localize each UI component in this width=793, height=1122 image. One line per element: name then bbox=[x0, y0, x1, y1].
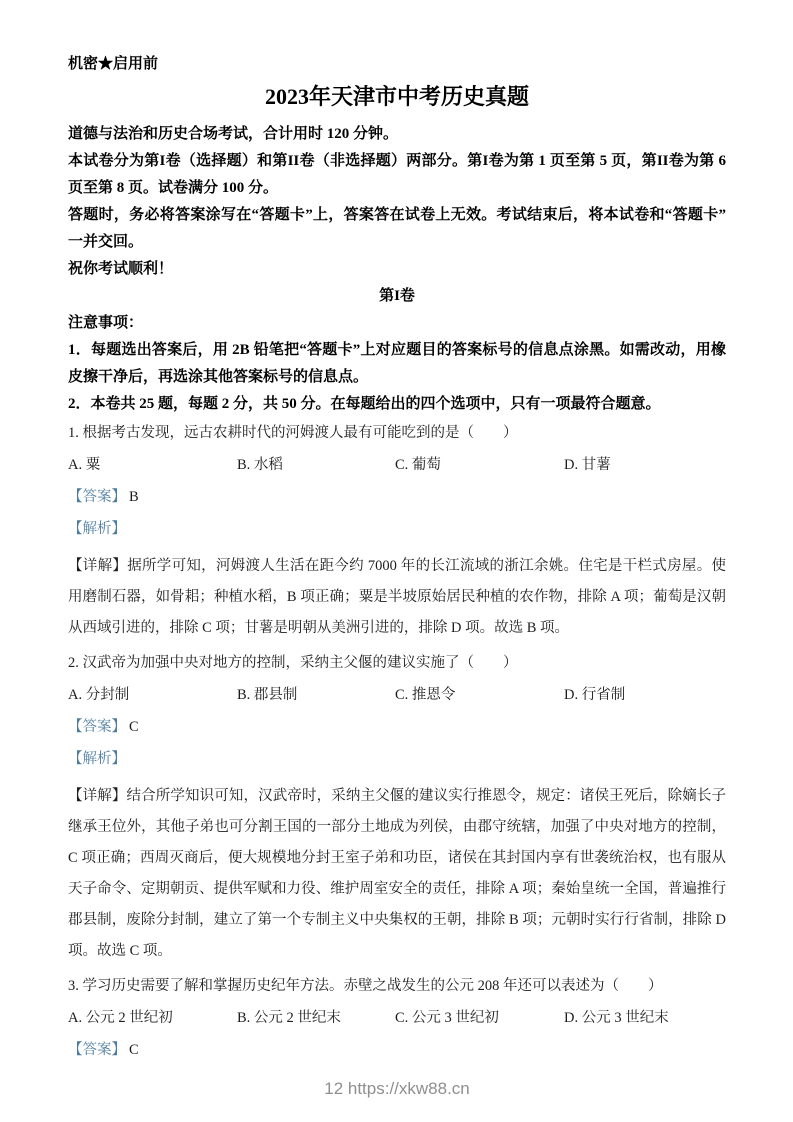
option-item-c: C. 公元 3 世纪初 bbox=[395, 1010, 499, 1026]
answer-row bbox=[68, 717, 726, 738]
confidential-notice: 机密★启用前 bbox=[68, 56, 159, 72]
detail-text: 据所学可知，河姆渡人生活在距今约 7000 年的长江流域的浙江余姚。住宅是干栏式房屋。使用磨制石器，如骨耜；种植水稻，B 项正确；粟是半坡原始居民种植的农作物，排除 A 项；葡萄是汉朝从西域引进的，排除 C 项；甘薯是明朝从美洲引进的，排除 D 项。故选 B 项。 bbox=[68, 558, 726, 636]
answer-row bbox=[68, 487, 726, 508]
option-item-a: A. 公元 2 世纪初 bbox=[68, 1010, 173, 1026]
page-footer: 12 https://xkw88.cn bbox=[324, 1079, 470, 1098]
answer-value: B bbox=[129, 489, 139, 505]
option-item-a: A. 分封制 bbox=[68, 687, 130, 703]
notice-item-2: 2．本卷共 25 题，每题 2 分，共 50 分。在每题给出的四个选项中，只有一项最符合题意。 bbox=[68, 396, 661, 412]
detail-paragraph bbox=[68, 551, 726, 644]
analysis-row bbox=[68, 749, 726, 770]
detail-text: 结合所学知识可知，汉武帝时，采纳主父偃的建议实行推恩令，规定：诸侯王死后，除嫡长子继承王位外，其他子弟也可分割王国的一部分土地成为列侯，由郡守统辖，加强了中央对地方的控制，C 项正确；西周灭商后，便大规模地分封王室子弟和功臣，诸侯在其封国内享有世袭统治权，也有服从天子命令、定期朝贡、提供军赋和力役、维护周室安全的责任，排除 A 项；秦始皇统一全国，普遍推行郡县制，废除分封制，建立了第一个专制主义中央集权的王朝，排除 B 项；元朝时实行行省制，排除 D 项。故选 C 项。 bbox=[68, 788, 726, 959]
question-text: 2. 汉武帝为加强中央对地方的控制，采纳主父偃的建议实施了（ ） bbox=[68, 655, 518, 671]
question-text: 1. 根据考古发现，远古农耕时代的河姆渡人最有可能吃到的是（ ） bbox=[68, 425, 518, 441]
detail-label: 【详解】 bbox=[68, 788, 127, 804]
intro-paragraph-good-luck: 祝你考试顺利！ bbox=[68, 261, 174, 277]
option-item-b: B. 郡县制 bbox=[237, 687, 298, 703]
options-row bbox=[68, 685, 726, 706]
option-item-c: C. 推恩令 bbox=[395, 687, 456, 703]
option-item-d: D. 行省制 bbox=[564, 687, 626, 703]
answer-label: 【答案】 bbox=[68, 1042, 126, 1058]
answer-value: C bbox=[129, 719, 139, 735]
question-block-1 bbox=[68, 423, 726, 653]
intro-paragraph-structure: 本试卷分为第I卷（选择题）和第II卷（非选择题）两部分。第I卷为第 1 页至第 5 页，第II卷为第 6 页至第 8 页。试卷满分 100 分。 bbox=[68, 153, 726, 196]
options-row bbox=[68, 455, 726, 476]
answer-row bbox=[68, 1040, 726, 1061]
option-item-a: A. 粟 bbox=[68, 457, 101, 473]
options-row bbox=[68, 1008, 726, 1029]
notice-item-1: 1．每题选出答案后，用 2B 铅笔把“答题卡”上对应题目的答案标号的信息点涂黑。如需改动，用橡皮擦干净后，再选涂其他答案标号的信息点。 bbox=[68, 342, 726, 385]
analysis-label: 【解析】 bbox=[68, 751, 126, 767]
option-item-b: B. 水稻 bbox=[237, 457, 283, 473]
volume-title: 第I卷 bbox=[379, 288, 415, 304]
answer-value: C bbox=[129, 1042, 139, 1058]
intro-paragraph-duration: 道德与法治和历史合场考试，合计用时 120 分钟。 bbox=[68, 126, 399, 142]
notice-heading: 注意事项： bbox=[68, 315, 144, 331]
question-block-2 bbox=[68, 653, 726, 976]
intro-paragraph-answer-sheet: 答题时，务必将答案涂写在“答题卡”上，答案答在试卷上无效。考试结束后，将本试卷和“答题卡”一并交回。 bbox=[68, 207, 726, 250]
analysis-label: 【解析】 bbox=[68, 521, 126, 537]
exam-title: 2023年天津市中考历史真题 bbox=[264, 84, 529, 109]
detail-paragraph bbox=[68, 781, 726, 967]
answer-label: 【答案】 bbox=[68, 719, 126, 735]
detail-label: 【详解】 bbox=[68, 558, 128, 574]
analysis-row bbox=[68, 519, 726, 540]
option-item-c: C. 葡萄 bbox=[395, 457, 441, 473]
option-item-b: B. 公元 2 世纪末 bbox=[237, 1010, 341, 1026]
option-item-d: D. 甘薯 bbox=[564, 457, 611, 473]
question-block-3 bbox=[68, 976, 726, 1072]
option-item-d: D. 公元 3 世纪末 bbox=[564, 1010, 669, 1026]
question-text: 3. 学习历史需要了解和掌握历史纪年方法。赤壁之战发生的公元 208 年还可以表述为（ ） bbox=[68, 978, 663, 994]
answer-label: 【答案】 bbox=[68, 489, 126, 505]
